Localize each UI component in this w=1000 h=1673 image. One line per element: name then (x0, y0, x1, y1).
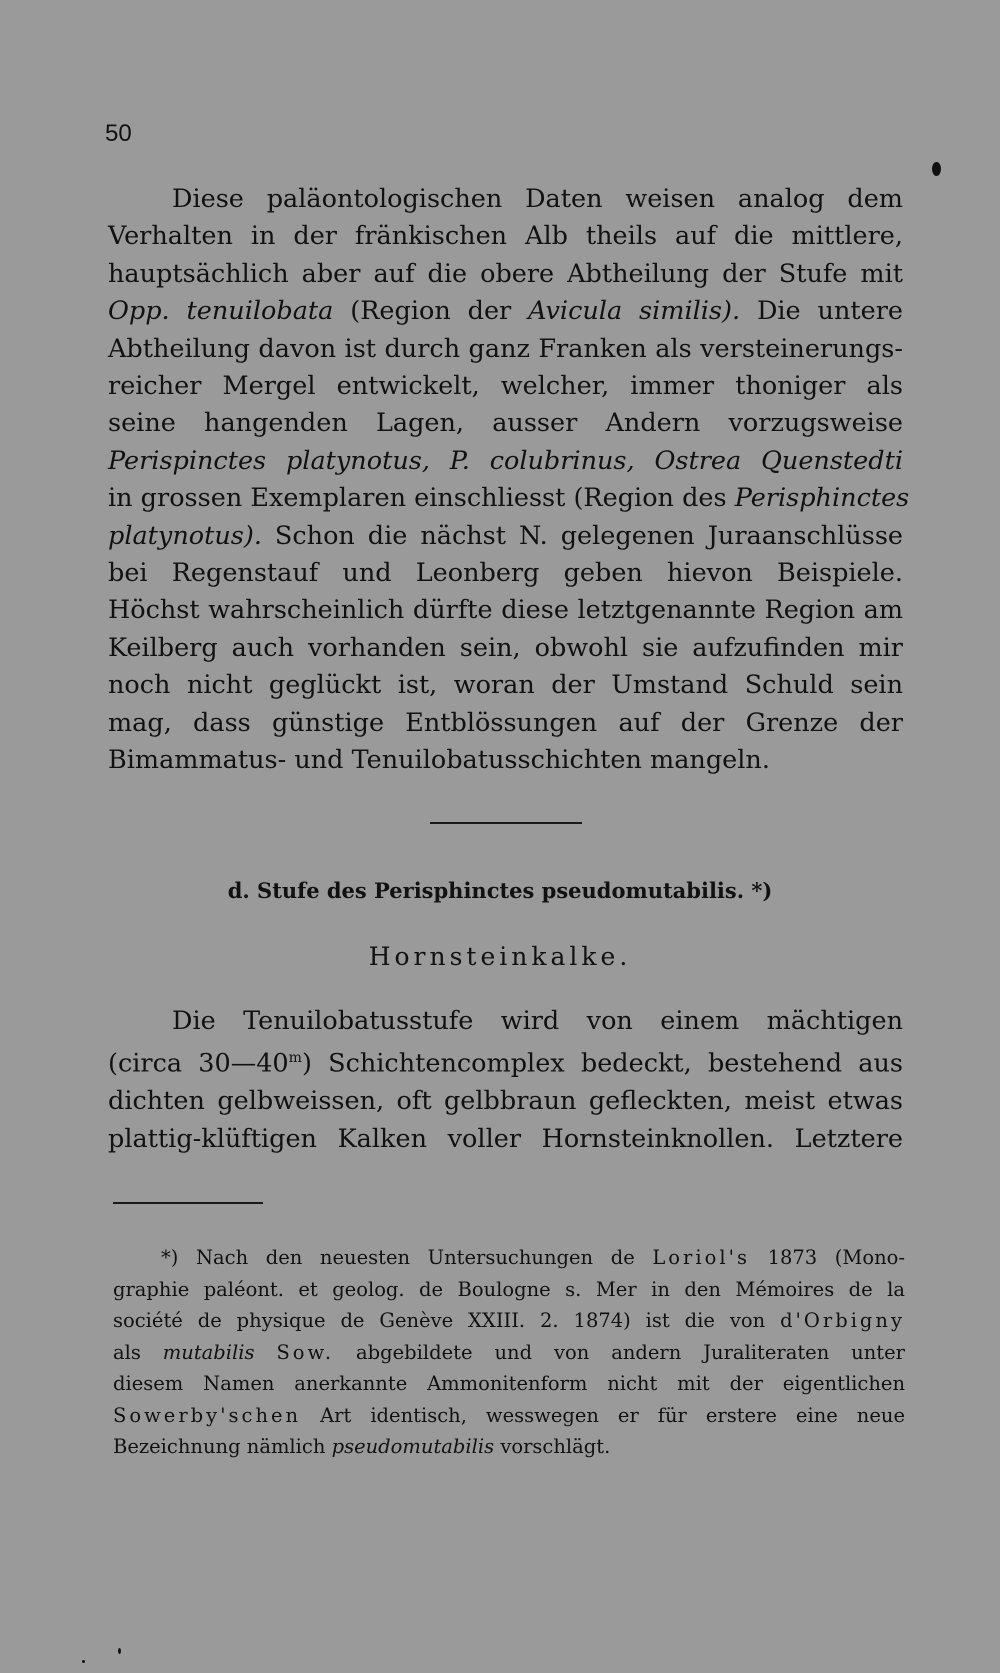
text-run: 1873 (Mono- (767, 1246, 905, 1269)
text-run: in grossen Exemplaren einschliesst (Region des (108, 483, 727, 514)
text-line (108, 518, 903, 555)
footnote-line: diesem Namen anerkannte Ammonitenform nicht mit der eigentlichen (113, 1372, 905, 1395)
taxon-name: Opp. tenuilobata (108, 296, 334, 327)
author-name: Sowerby'schen (113, 1403, 302, 1427)
text-run: abgebildete und von andern Juraliteraten unter (356, 1340, 905, 1364)
ink-speck (118, 1648, 121, 1654)
text-line: bei Regenstauf und Leonberg geben hievon Beispiele. (108, 558, 903, 589)
text-line: Die Tenuilobatusstufe wird von einem mächtigen (172, 1006, 903, 1036)
unit-superscript: m (288, 1050, 302, 1067)
ink-speck (932, 162, 941, 176)
footnote-line (113, 1337, 905, 1369)
footnote-line (113, 1305, 905, 1337)
text-run: Bezeichnung nämlich (113, 1435, 326, 1458)
text-line (108, 480, 910, 517)
text-run: (circa 30—40 (108, 1048, 289, 1079)
footnote-line (113, 1242, 905, 1274)
page-number: 50 (105, 120, 132, 147)
text-run: als (113, 1340, 141, 1364)
footnote (113, 1242, 905, 1463)
footnote-line: graphie paléont. et geolog. de Boulogne s. Mer in den Mémoires de la (113, 1277, 905, 1301)
taxon-name: Avicula similis). (528, 296, 741, 327)
taxon-name: platynotus). (108, 520, 262, 551)
footnote-rule (113, 1202, 263, 1204)
text-run: vorschlägt. (500, 1435, 611, 1458)
text-run: Schon die nächst N. gelegenen Juraanschlüsse (274, 520, 903, 551)
text-run: (Region der (350, 296, 512, 327)
taxon-list-line: Perispinctes platynotus, P. colubrinus, Ostrea Quenstedti (108, 445, 903, 476)
text-line: hauptsächlich aber auf die obere Abtheilung der Stufe mit (108, 258, 903, 289)
text-line: noch nicht geglückt ist, woran der Umstand Schuld sein (108, 670, 903, 701)
author-name: Sow. (276, 1340, 335, 1364)
text-run: Die untere (756, 296, 903, 327)
text-line: plattig-klüftigen Kalken voller Hornsteinknollen. Letztere (108, 1123, 903, 1154)
text-line: Verhalten in der fränkischen Alb theils auf die mittlere, (108, 221, 903, 252)
paragraph-1 (108, 181, 910, 780)
section-subtitle: Hornsteinkalke. (368, 942, 632, 971)
text-line: mag, dass günstige Entblössungen auf der Grenze der (108, 707, 903, 738)
text-line (108, 1040, 903, 1083)
paragraph-2 (108, 1003, 903, 1158)
text-line: Keilberg auch vorhanden sein, obwohl sie aufzufinden mir (108, 632, 903, 663)
text-run: *) Nach den neuesten Untersuchungen de (161, 1246, 635, 1269)
text-run: Art identisch, wesswegen er für erstere eine neue (320, 1403, 905, 1427)
divider-rule (430, 822, 582, 824)
footnote-line (113, 1431, 905, 1463)
text-line: Diese paläontologischen Daten weisen analog dem (172, 184, 903, 214)
author-name: Loriol's (652, 1246, 750, 1269)
text-line: dichten gelbweissen, oft gelbbraun gefleckten, meist etwas (108, 1086, 903, 1117)
taxon-name: pseudomutabilis (331, 1435, 495, 1458)
ink-speck (82, 1660, 85, 1663)
text-run: ) Schichtencomplex bedeckt, bestehend aus (301, 1048, 903, 1079)
text-line: Höchst wahrscheinlich dürfte diese letztgenannte Region am (108, 595, 903, 626)
text-line: Bimammatus- und Tenuilobatusschichten mangeln. (108, 745, 770, 776)
text-line: Abtheilung davon ist durch ganz Franken als versteinerungs- (108, 333, 903, 364)
footnote-line (113, 1400, 905, 1432)
section-heading: d. Stufe des Perisphinctes pseudomutabilis. *) (227, 878, 773, 903)
taxon-name: Perisphinctes (734, 483, 910, 514)
text-line (108, 293, 903, 330)
text-run: société de physique de Genève XXIII. 2. 1874) ist die von (113, 1309, 766, 1332)
taxon-name: mutabilis (162, 1340, 255, 1364)
text-line: reicher Mergel entwickelt, welcher, immer thoniger als (108, 371, 903, 402)
author-name: d'Orbigny (780, 1309, 905, 1332)
text-line: seine hangenden Lagen, ausser Andern vorzugsweise (108, 408, 903, 439)
